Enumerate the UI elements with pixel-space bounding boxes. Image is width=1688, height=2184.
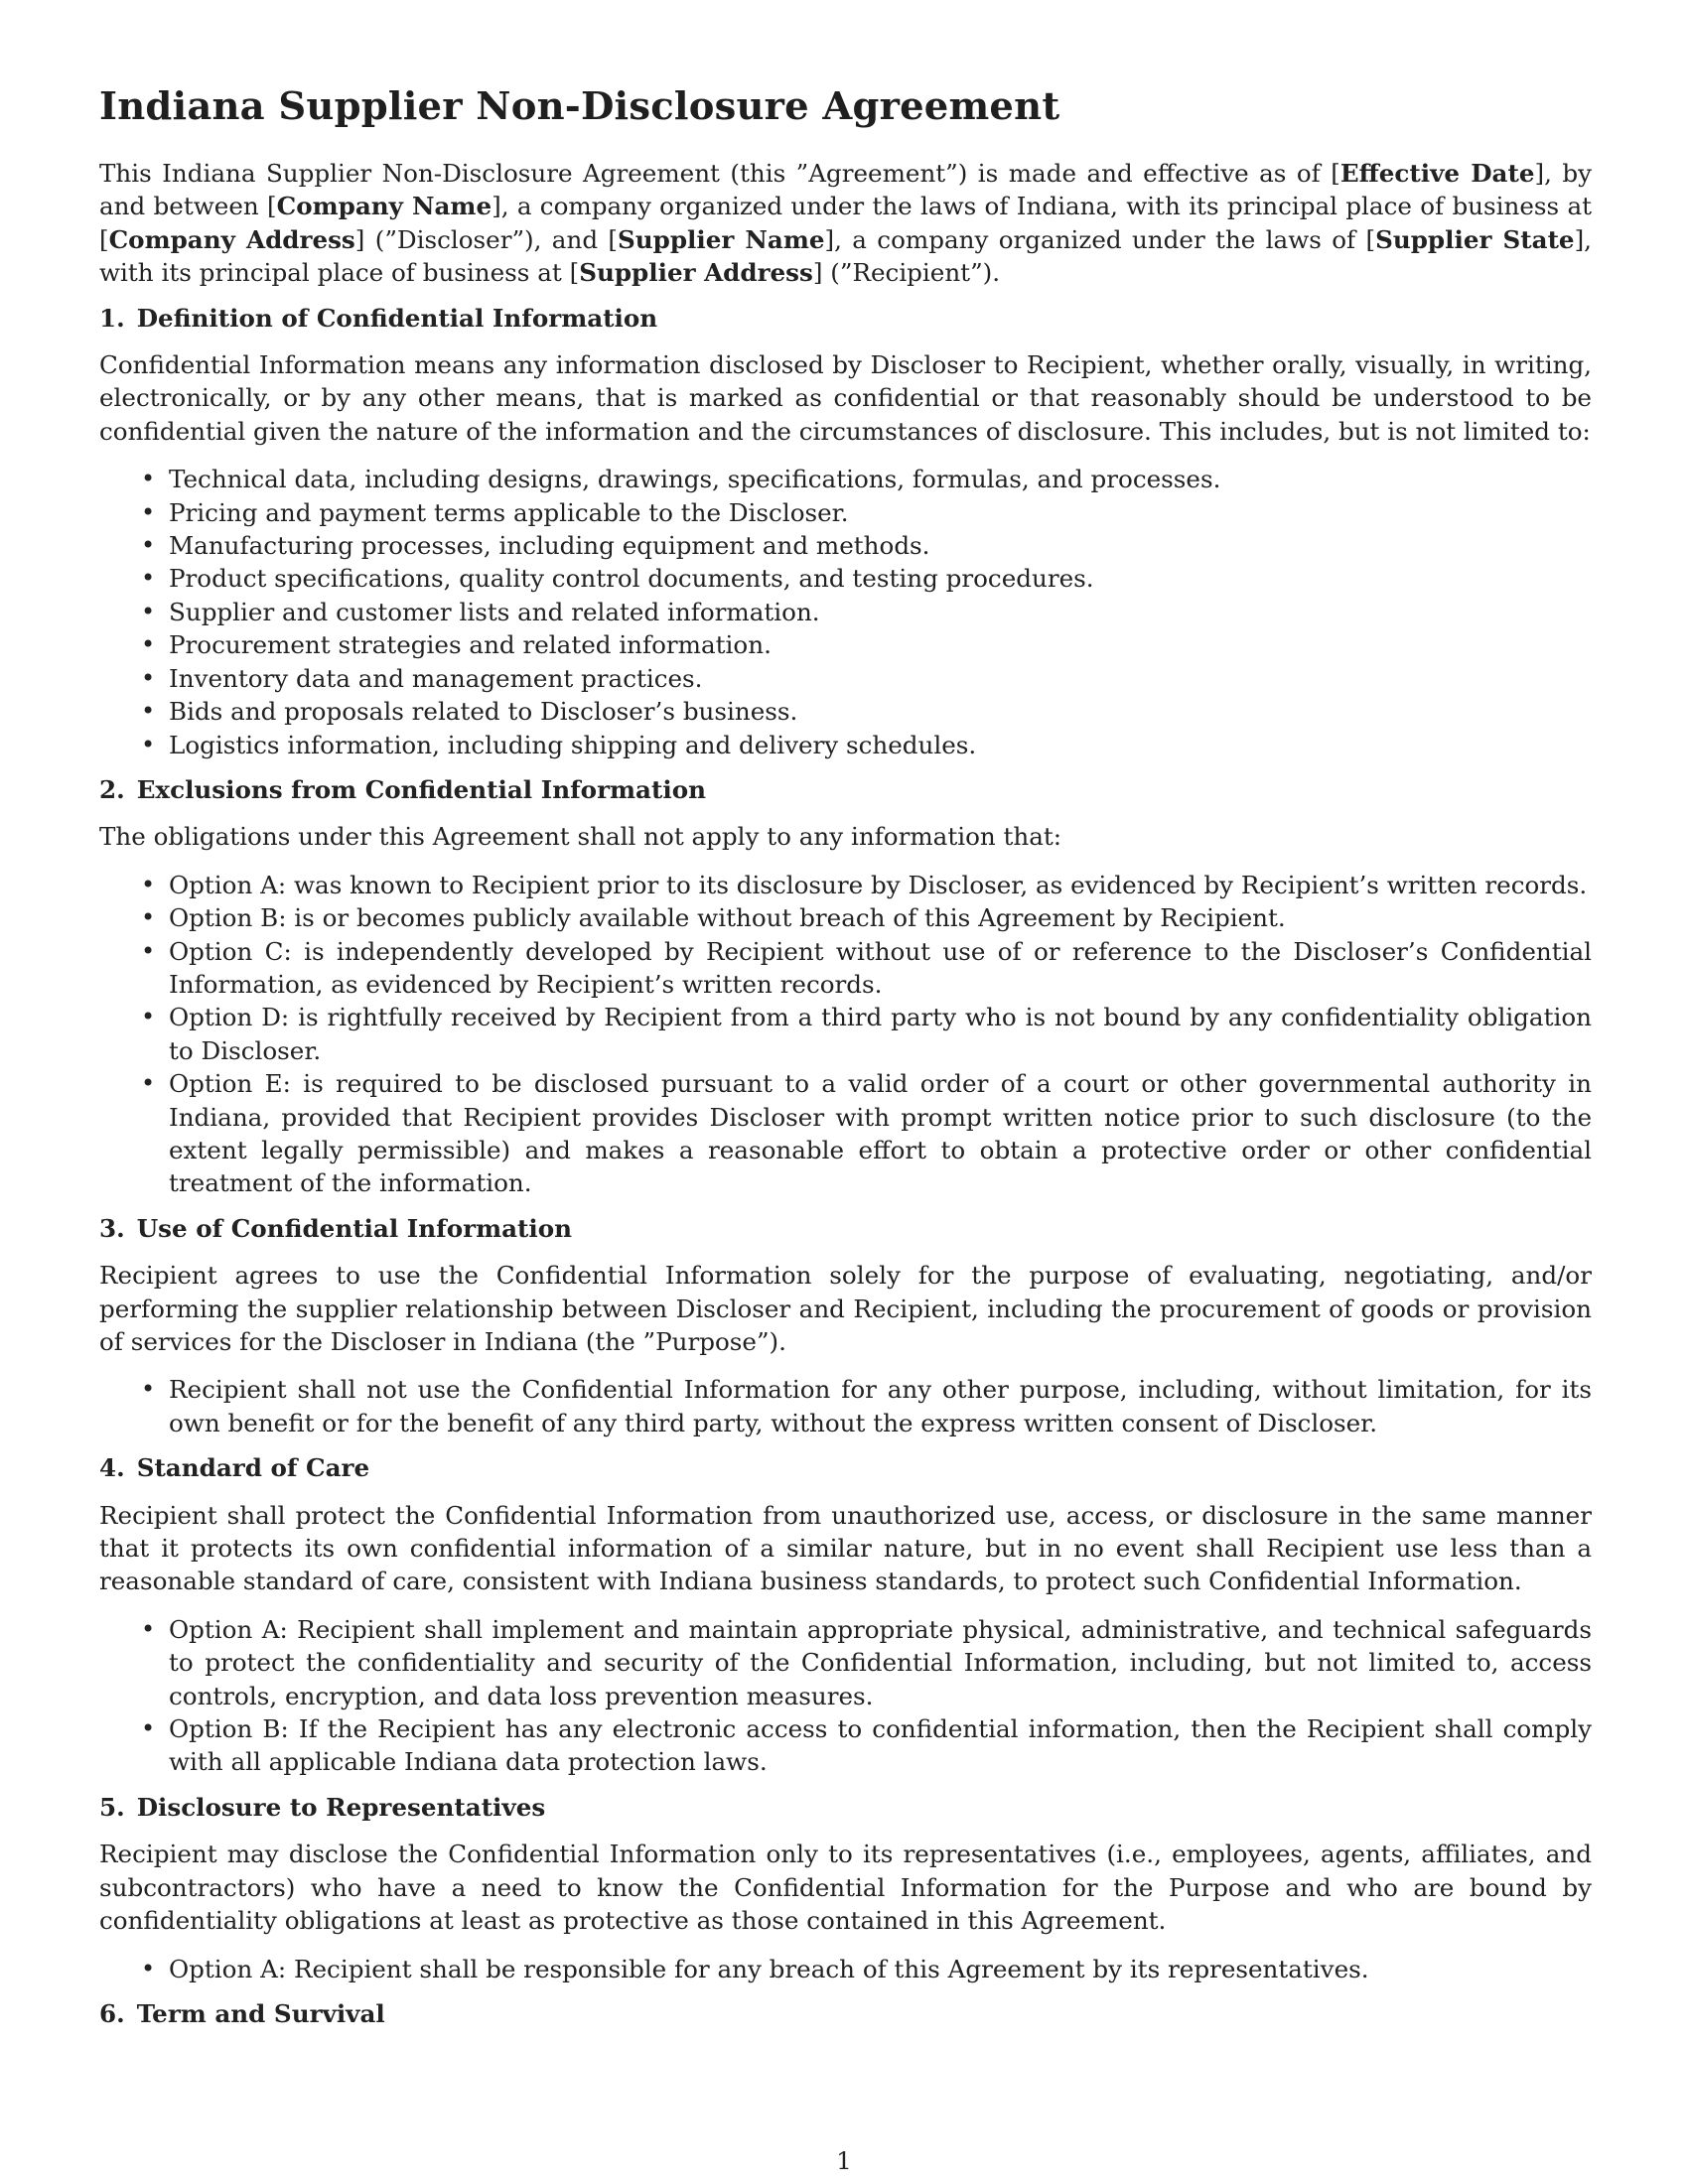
intro-text: ] (”Discloser”), and [ [354,224,619,254]
section-term-and-survival [99,1997,1592,2030]
section-title: Use of Confidential Information [136,1213,573,1243]
supplier-address-placeholder: Supplier Address [579,258,813,288]
section-number: 5. [99,1792,125,1822]
section-heading [99,1997,1592,2030]
section-body: Recipient agrees to use the Confidential Information solely for the purpose of evaluating, negotiating, and/or performing the supplier relationship between Discloser and Recipient, including the procurement of goods or provision of services for the Discloser in Indiana (the ”Purpose”). [99,1261,1592,1356]
list-item: • Technical data, including designs, drawings, specifications, formulas, and processes. [99,463,1592,495]
section-title: Term and Survival [136,1998,385,2028]
bullet-list [99,463,1592,761]
section-body: Recipient shall protect the Confidential Information from unauthorized use, access, or disclosure in the same manner that it protects its own confidential information of a similar nature, but in no event shall Recipient use less than a reasonable standard of care, consistent with Indiana business standards, to protect such Confidential Information. [99,1500,1592,1596]
section-title: Disclosure to Representatives [136,1792,546,1822]
section-number: 2. [99,774,125,804]
list-item: • Option C: is independently developed by Recipient without use of or reference to the Discloser’s Confidential Information, as evidenced by Recipient’s written records. [99,935,1592,1002]
section-number: 4. [99,1453,125,1483]
section-exclusions [99,773,1592,1200]
document-title: Indiana Supplier Non-Disclosure Agreement [99,84,1060,129]
section-number: 1. [99,303,125,333]
section-body: Confidential Information means any information disclosed by Discloser to Recipient, whether orally, visually, in writing, electronically, or by any other means, that is marked as confidential or that reasonably should be understood to be confidential given the nature of the information and the circumstances of disclosure. This includes, but is not limited to: [99,350,1592,446]
section-number: 6. [99,1998,125,2028]
list-item: • Supplier and customer lists and related information. [99,596,1592,628]
intro-text: ], by and between [ [99,159,1593,221]
section-title: Exclusions from Confidential Information [136,774,706,804]
bullet-list [99,869,1592,1200]
list-item: • Option A: Recipient shall be responsible for any breach of this Agreement by its representatives. [99,1953,1592,1985]
section-body: Recipient may disclose the Confidential Information only to its representatives (i.e., employees, agents, affiliates, and subcontractors) who have a need to know the Confidential Information for the Purpose and who are bound by confidentiality obligations at least as protective as those contained in this Agreement. [99,1840,1592,1936]
bullet-list [99,1373,1592,1439]
intro-text: ], a company organized under the laws of Indiana, with its principal place of business at [ [99,192,1593,254]
list-item: • Product specifications, quality control documents, and testing procedures. [99,562,1592,595]
list-item: • Logistics information, including shipping and delivery schedules. [99,729,1592,761]
supplier-state-placeholder: Supplier State [1375,224,1575,254]
section-use [99,1212,1592,1439]
section-heading [99,302,1592,335]
section-body: The obligations under this Agreement shall not apply to any information that: [99,822,1062,852]
list-item: • Option E: is required to be disclosed pursuant to a valid order of a court or other governmental authority in Indiana, provided that Recipient provides Discloser with prompt written notice prior to such disclosure (to the extent legally permissible) and makes a reasonable effort to obtain a protective order or other confidential treatment of the information. [99,1067,1592,1200]
list-item: • Inventory data and management practices. [99,662,1592,695]
list-item: • Option B: If the Recipient has any electronic access to confidential information, then the Recipient shall comply with all applicable Indiana data protection laws. [99,1712,1592,1779]
section-title: Standard of Care [136,1453,370,1483]
company-address-placeholder: Company Address [108,224,355,254]
list-item: • Pricing and payment terms applicable to the Discloser. [99,496,1592,529]
section-title: Definition of Confidential Information [136,303,658,333]
section-heading [99,1791,1592,1824]
company-name-placeholder: Company Name [276,192,492,221]
intro-text: ], a company organized under the laws of [ [824,224,1376,254]
intro-text: This Indiana Supplier Non-Disclosure Agreement (this ”Agreement”) is made and effective as of [ [99,159,1340,188]
list-item: • Recipient shall not use the Confidential Information for any other purpose, including, without limitation, for its own benefit or for the benefit of any third party, without the express written consent of Discloser. [99,1373,1592,1439]
document-page [99,83,1592,2044]
list-item: • Option B: is or becomes publicly available without breach of this Agreement by Recipient. [99,901,1592,934]
section-definition [99,302,1592,761]
list-item: • Option A: Recipient shall implement and maintain appropriate physical, administrative, and technical safeguards to protect the confidentiality and security of the Confidential Information, including, but not limited to, access controls, encryption, and data loss prevention measures. [99,1613,1592,1712]
list-item: • Option A: was known to Recipient prior to its disclosure by Discloser, as evidenced by Recipient’s written records. [99,869,1592,901]
intro-paragraph [99,157,1592,290]
intro-text: ], with its principal place of business at [ [99,224,1592,288]
page-number: 1 [836,2146,852,2175]
list-item: • Bids and proposals related to Discloser’s business. [99,695,1592,728]
section-representatives [99,1791,1592,1985]
section-heading [99,773,1592,806]
section-standard-of-care [99,1451,1592,1779]
effective-date-placeholder: Effective Date [1339,159,1535,188]
supplier-name-placeholder: Supplier Name [618,224,825,254]
section-heading [99,1451,1592,1484]
list-item: • Procurement strategies and related information. [99,628,1592,661]
bullet-list [99,1953,1592,1985]
intro-text: ] (”Recipient”). [812,258,1001,288]
bullet-list [99,1613,1592,1779]
section-heading [99,1212,1592,1245]
section-number: 3. [99,1213,125,1243]
list-item: • Option D: is rightfully received by Recipient from a third party who is not bound by any confidentiality obligation to Discloser. [99,1001,1592,1067]
list-item: • Manufacturing processes, including equipment and methods. [99,529,1592,562]
